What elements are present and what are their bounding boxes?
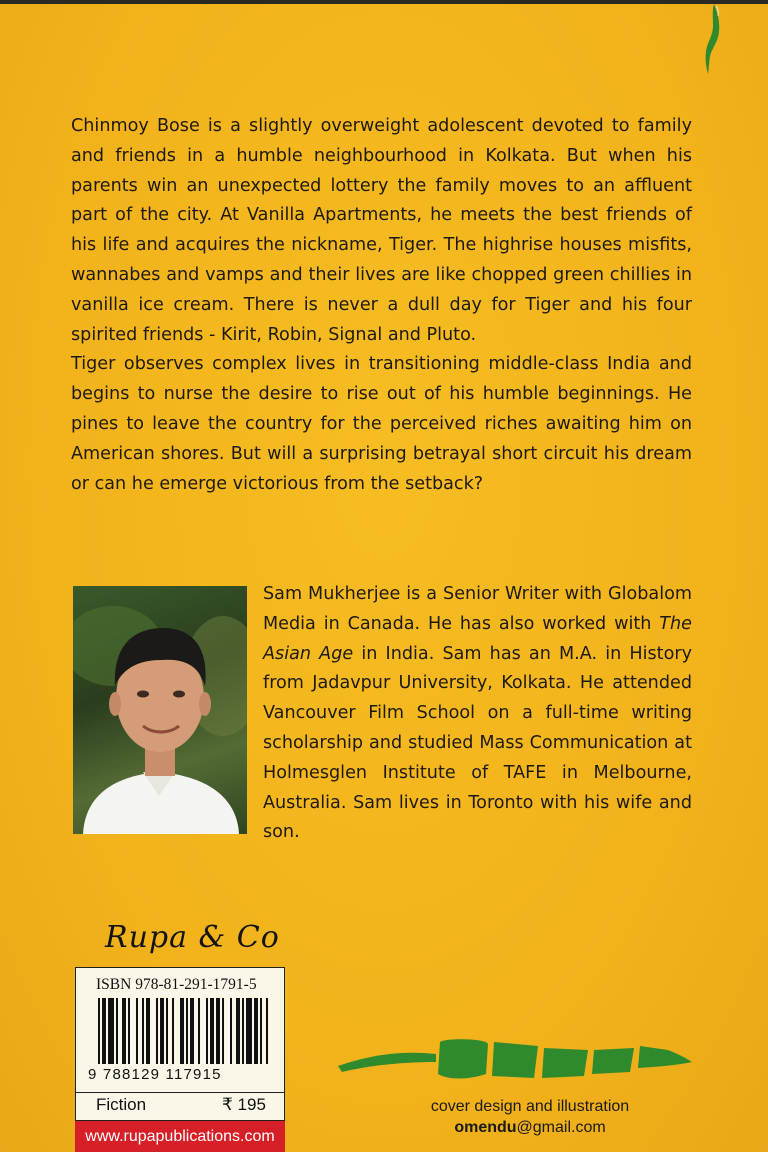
barcode-bar xyxy=(98,998,100,1064)
barcode-bar xyxy=(222,998,224,1064)
barcode-bar xyxy=(266,998,268,1064)
isbn-number: ISBN 978-81-291-1791-5 xyxy=(96,976,257,993)
barcode-bar xyxy=(260,998,262,1064)
barcode-bar xyxy=(230,998,232,1064)
price-label: ₹ 195 xyxy=(222,1095,266,1114)
barcode-bar xyxy=(108,998,114,1064)
barcode-bar xyxy=(136,998,138,1064)
cover-credit xyxy=(400,1096,660,1138)
publisher-logo: Rupa & Co xyxy=(105,920,280,955)
bio-text-start: Sam Mukherjee is a Senior Writer with Globalom Media in Canada. He has also worked with xyxy=(263,584,692,634)
barcode-bar xyxy=(142,998,144,1064)
genre-price-row xyxy=(75,1093,285,1121)
barcode-bar xyxy=(254,998,258,1064)
barcode-bar xyxy=(166,998,168,1064)
bio-text-end: in India. Sam has an M.A. in History from Jadavpur University, Kolkata. He attended Vancouver Film School on a full-time writing scholarship and studied Mass Communication at Holmesglen Institute of TAFE in Melbourne, Australia. Sam lives in Toronto with his wife and son. xyxy=(263,643,692,843)
credit-email xyxy=(400,1117,660,1138)
top-edge xyxy=(0,0,768,4)
chili-icon xyxy=(700,4,726,76)
author-bio xyxy=(263,580,692,848)
barcode-bar xyxy=(128,998,130,1064)
barcode-bar xyxy=(190,998,194,1064)
barcode-bar xyxy=(210,998,214,1064)
barcode xyxy=(98,998,270,1064)
publisher-url: www.rupapublications.com xyxy=(75,1121,285,1152)
barcode-bar xyxy=(216,998,220,1064)
barcode-bar xyxy=(156,998,158,1064)
barcode-bar xyxy=(186,998,188,1064)
barcode-bar xyxy=(172,998,174,1064)
blurb-paragraph-2: Tiger observes complex lives in transitioning middle-class India and begins to nurse the desire to rise out of his humble beginnings. He pines to leave the country for the perceived riches awaiting him on American shores. But will a surprising betrayal short circuit his dream or can he emerge victorious from the setback? xyxy=(71,354,692,494)
barcode-bar xyxy=(160,998,164,1064)
barcode-bar xyxy=(116,998,118,1064)
barcode-bar xyxy=(198,998,200,1064)
barcode-bar xyxy=(206,998,208,1064)
isbn-box xyxy=(75,967,285,1093)
barcode-bar xyxy=(242,998,244,1064)
barcode-bar xyxy=(122,998,126,1064)
barcode-bar xyxy=(180,998,184,1064)
credit-email-domain: @gmail.com xyxy=(516,1119,606,1136)
barcode-digits: 9 788129 117915 xyxy=(88,1066,222,1083)
barcode-bar xyxy=(102,998,106,1064)
bio-publication: The Asian Age xyxy=(263,613,692,664)
book-blurb xyxy=(71,112,692,499)
credit-line: cover design and illustration xyxy=(430,1098,630,1115)
chili-illustration-icon xyxy=(338,1028,694,1082)
barcode-bar xyxy=(146,998,150,1064)
barcode-bar xyxy=(246,998,252,1064)
credit-email-user: omendu xyxy=(454,1119,517,1136)
blurb-paragraph-1: Chinmoy Bose is a slightly overweight adolescent devoted to family and friends in a humble neighbourhood in Kolkata. But when his parents win an unexpected lottery the family moves to an affluent part of the city. At Vanilla Apartments, he meets the best friends of his life and acquires the nickname, Tiger. The highrise houses misfits, wannabes and vamps and their lives are like chopped green chillies in vanilla ice cream. There is never a dull day for Tiger and his four spirited friends - Kirit, Robin, Signal and Pluto. xyxy=(71,116,692,345)
author-photo xyxy=(73,586,247,834)
barcode-bar xyxy=(236,998,240,1064)
genre-label: Fiction xyxy=(96,1095,147,1114)
